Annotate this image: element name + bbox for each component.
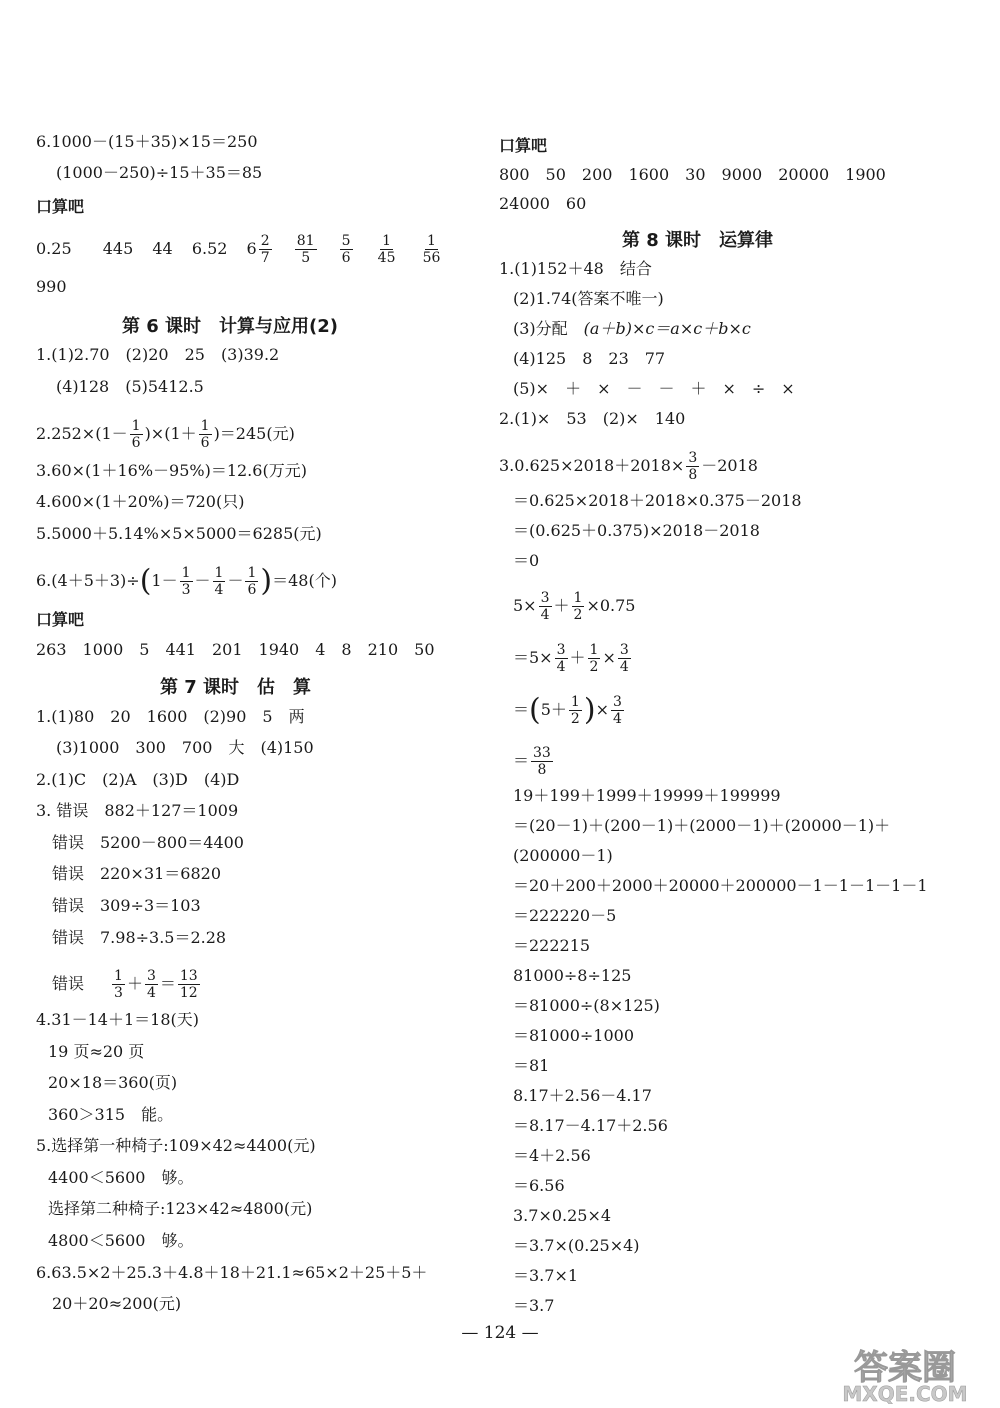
watermark-top: 答案圈 bbox=[854, 1348, 956, 1388]
answer-8-7c: ＝4＋2.56 bbox=[513, 1146, 591, 1165]
lesson-8-title: 第 8 课时 运算律 bbox=[622, 230, 774, 251]
answer-7-5a: 5.选择第一种椅子:109×42≈4400(元) bbox=[36, 1136, 316, 1155]
answer-6-2: 2.252×(1－ $\frac{1}{6}$ )×(1＋ $\frac{1}{6}$ )＝245(元) bbox=[36, 418, 295, 451]
answer-7-4a: 4.31－14＋1＝18(天) bbox=[36, 1010, 200, 1029]
answer-7-3d: 错误 309÷3＝103 bbox=[52, 896, 201, 915]
fraction: $\frac{81}{5}$ bbox=[296, 233, 315, 266]
answer-8-5c: (200000－1) bbox=[513, 846, 613, 865]
answer-7-4b: 19 页≈20 页 bbox=[48, 1042, 145, 1061]
answer-8-6c: ＝81000÷1000 bbox=[513, 1026, 635, 1045]
answer-6-4: 4.600×(1＋20%)＝720(只) bbox=[36, 492, 245, 511]
page-number: — 124 — bbox=[461, 1323, 539, 1343]
answer-8-1b: (2)1.74(答案不唯一) bbox=[513, 289, 664, 308]
oral-answers-3b: 24000 60 bbox=[499, 194, 587, 213]
answer-8-7d: ＝6.56 bbox=[513, 1176, 565, 1195]
answer-6-line1: 6.1000－(15＋35)×15＝250 bbox=[36, 132, 258, 151]
watermark-logo bbox=[795, 1345, 1000, 1404]
answer-7-5b: 4400＜5600 够。 bbox=[48, 1168, 194, 1187]
answer-6-3: 3.60×(1＋16%－95%)＝12.6(万元) bbox=[36, 461, 307, 480]
answer-8-1a: 1.(1)152＋48 结合 bbox=[499, 259, 652, 278]
answer-8-3d: ＝0 bbox=[513, 551, 540, 570]
oral-answers-3a: 800 50 200 1600 30 9000 20000 1900 bbox=[499, 165, 886, 184]
answer-8-8d: ＝3.7 bbox=[513, 1296, 555, 1315]
answer-8-1e: (5)× ＋ × － － ＋ × ÷ × bbox=[513, 379, 795, 398]
answer-8-5a: 19＋199＋1999＋19999＋199999 bbox=[513, 786, 781, 805]
answer-6-line2: (1000－250)÷15＋35＝85 bbox=[56, 163, 263, 182]
answer-8-4d: ＝ $\frac{33}{8}$ bbox=[513, 745, 551, 778]
answer-8-7b: ＝8.17－4.17＋2.56 bbox=[513, 1116, 668, 1135]
answer-6-5: 5.5000＋5.14%×5×5000＝6285(元) bbox=[36, 524, 322, 543]
answer-8-1c: (3)分配 (a＋b)×c＝a×c＋b×c bbox=[513, 319, 751, 338]
answer-8-8a: 3.7×0.25×4 bbox=[513, 1206, 612, 1225]
answer-8-5d: ＝20＋200＋2000＋20000＋200000－1－1－1－1－1 bbox=[513, 876, 928, 895]
answer-8-7a: 8.17＋2.56－4.17 bbox=[513, 1086, 652, 1105]
answer-8-4c: ＝(5＋ $\frac{1}{2}$ )× $\frac{3}{4}$ bbox=[513, 692, 622, 728]
answer-7-3e: 错误 7.98÷3.5＝2.28 bbox=[52, 928, 227, 947]
answer-7-3a: 3. 错误 882＋127＝1009 bbox=[36, 801, 239, 820]
answer-7-1a: 1.(1)80 20 1600 (2)90 5 两 bbox=[36, 707, 305, 726]
answer-6-6: 6.(4＋5＋3)÷(1－ $\frac{1}{3}$ － $\frac{1}{4}$ － $\frac{1}{6}$ )＝48(个) bbox=[36, 563, 337, 599]
answer-6-1b: (4)128 (5)5412.5 bbox=[56, 377, 204, 396]
answer-7-1b: (3)1000 300 700 大 (4)150 bbox=[56, 738, 314, 757]
fraction: $\frac{5}{6}$ bbox=[341, 233, 351, 266]
answer-7-4c: 20×18＝360(页) bbox=[48, 1073, 178, 1092]
answer-7-3c: 错误 220×31＝6820 bbox=[52, 864, 222, 883]
answer-7-6a: 6.63.5×2＋25.3＋4.8＋18＋21.1≈65×2＋25＋5＋ bbox=[36, 1263, 428, 1282]
section-heading-oral-1: 口算吧 bbox=[36, 197, 85, 216]
answer-8-4a: 5× $\frac{3}{4}$ ＋ $\frac{1}{2}$ ×0.75 bbox=[513, 590, 636, 623]
answer-8-5e: ＝222220－5 bbox=[513, 906, 617, 925]
answer-7-2: 2.(1)C (2)A (3)D (4)D bbox=[36, 770, 240, 789]
oral-answer-990: 990 bbox=[36, 277, 67, 296]
oral-answers-1: 0.25 445 44 6.52 6 $\frac{2}{7}$ $\frac{81}{5}$ $\frac{5}{6}$ $\frac{1}{45}$ $\frac{1}{56}$ bbox=[36, 233, 441, 266]
answer-7-3f: 错误 $\frac{1}{3}$ ＋ $\frac{3}{4}$ ＝ $\frac{13}{12}$ bbox=[52, 968, 198, 1001]
answer-8-5f: ＝222215 bbox=[513, 936, 591, 955]
oral-answers-2: 263 1000 5 441 201 1940 4 8 210 50 bbox=[36, 640, 435, 659]
answer-8-8c: ＝3.7×1 bbox=[513, 1266, 579, 1285]
answer-8-6a: 81000÷8÷125 bbox=[513, 966, 632, 985]
answer-8-6b: ＝81000÷(8×125) bbox=[513, 996, 660, 1015]
answer-8-2: 2.(1)× 53 (2)× 140 bbox=[499, 409, 686, 428]
answer-8-3a: 3.0.625×2018＋2018× $\frac{3}{8}$ －2018 bbox=[499, 450, 758, 483]
answer-7-4d: 360＞315 能。 bbox=[48, 1105, 174, 1124]
answer-7-5d: 4800＜5600 够。 bbox=[48, 1231, 194, 1250]
lesson-6-title: 第 6 课时 计算与应用(2) bbox=[122, 316, 339, 337]
answer-8-3c: ＝(0.625＋0.375)×2018－2018 bbox=[513, 521, 760, 540]
answer-8-1d: (4)125 8 23 77 bbox=[513, 349, 666, 368]
fraction: $\frac{2}{7}$ bbox=[260, 233, 270, 266]
watermark-bottom: MXQE.COM bbox=[842, 1382, 968, 1404]
answer-7-5c: 选择第二种椅子:123×42≈4800(元) bbox=[48, 1199, 313, 1218]
section-heading-oral-2: 口算吧 bbox=[36, 610, 85, 629]
answer-8-3b: ＝0.625×2018＋2018×0.375－2018 bbox=[513, 491, 802, 510]
answer-7-6b: 20＋20≈200(元) bbox=[52, 1294, 182, 1313]
answer-7-3b: 错误 5200－800＝4400 bbox=[52, 833, 244, 852]
answer-8-4b: ＝5× $\frac{3}{4}$ ＋ $\frac{1}{2}$ × $\frac{3}{4}$ bbox=[513, 642, 629, 675]
section-heading-oral-3: 口算吧 bbox=[499, 136, 548, 155]
answer-8-6d: ＝81 bbox=[513, 1056, 550, 1075]
fraction: $\frac{1}{56}$ bbox=[422, 233, 441, 266]
fraction: $\frac{1}{45}$ bbox=[377, 233, 396, 266]
answer-8-8b: ＝3.7×(0.25×4) bbox=[513, 1236, 640, 1255]
answer-6-1a: 1.(1)2.70 (2)20 25 (3)39.2 bbox=[36, 345, 280, 364]
lesson-7-title: 第 7 课时 估 算 bbox=[160, 677, 312, 698]
answer-8-5b: ＝(20－1)＋(200－1)＋(2000－1)＋(20000－1)＋ bbox=[513, 816, 891, 835]
